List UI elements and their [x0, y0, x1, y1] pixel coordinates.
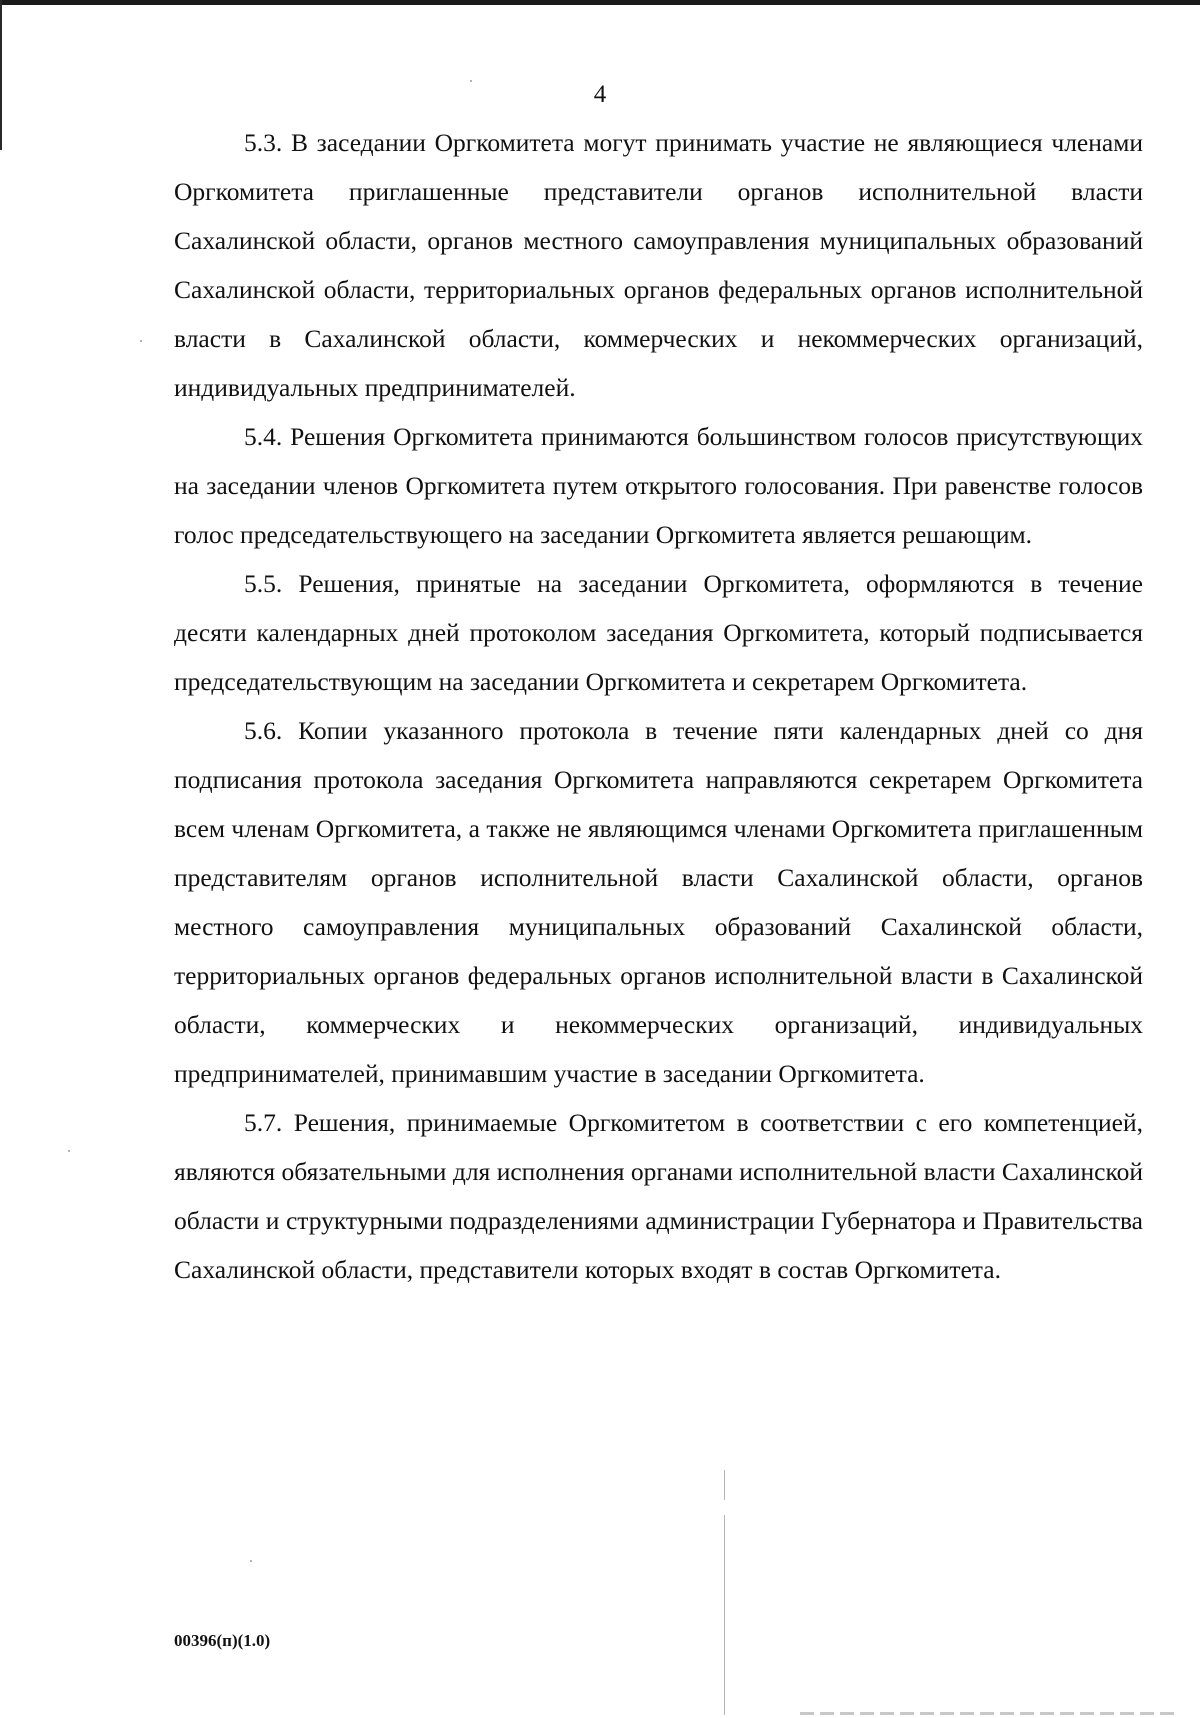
scan-artifact-strip: [800, 1712, 1180, 1715]
paragraph-5-5: 5.5. Решения, принятые на заседании Оргкомитета, оформляются в течение десяти календарных дней протоколом заседания Оргкомитета, который подписывается председательствующим на заседании Оргкомитета и секретарем Оргкомитета.: [174, 569, 1143, 696]
scan-top-border: [0, 0, 1200, 5]
paragraph-5-6: 5.6. Копии указанного протокола в течение пяти календарных дней со дня подписания протокола заседания Оргкомитета направляются секретарем Оргкомитета всем членам Оргкомитета, а также не являющимся членами Оргкомитета приглашенным представителям органов исполнительной власти Сахалинской области, органов местного самоуправления муниципальных образований Сахалинской области, территориальных органов федеральных органов исполнительной власти в Сахалинской области, коммерческих и некоммерческих организаций, индивидуальных предпринимателей, принимавшим участие в заседании Оргкомитета.: [174, 716, 1143, 1088]
paragraph-5-7: 5.7. Решения, принимаемые Оргкомитетом в соответствии с его компетенцией, являются обязательными для исполнения органами исполнительной власти Сахалинской области и структурными подразделениями администрации Губернатора и Правительства Сахалинской области, представители которых входят в состав Оргкомитета.: [174, 1108, 1143, 1284]
scan-artifact-line: [724, 1470, 725, 1500]
page-number: 4: [593, 81, 607, 108]
scan-artifact-dot: [470, 80, 472, 82]
paragraph-5-4: 5.4. Решения Оргкомитета принимаются большинством голосов присутствующих на заседании членов Оргкомитета путем открытого голосования. При равенстве голосов голос председательствующего на заседании Оргкомитета является решающим.: [174, 422, 1143, 549]
scan-artifact-dot: [250, 1560, 252, 1562]
scan-artifact-dot: [68, 1150, 70, 1152]
scan-left-border: [0, 0, 2, 150]
document-body: [174, 118, 1143, 1294]
paragraph-5-3: 5.3. В заседании Оргкомитета могут принимать участие не являющиеся членами Оргкомитета приглашенные представители органов исполнительной власти Сахалинской области, органов местного самоуправления муниципальных образований Сахалинской области, территориальных органов федеральных органов исполнительной власти в Сахалинской области, коммерческих и некоммерческих организаций, индивидуальных предпринимателей.: [174, 128, 1143, 402]
document-code: 00396(п)(1.0): [174, 1631, 271, 1650]
scan-artifact-line: [724, 1515, 725, 1715]
scan-artifact-dot: [140, 340, 142, 342]
